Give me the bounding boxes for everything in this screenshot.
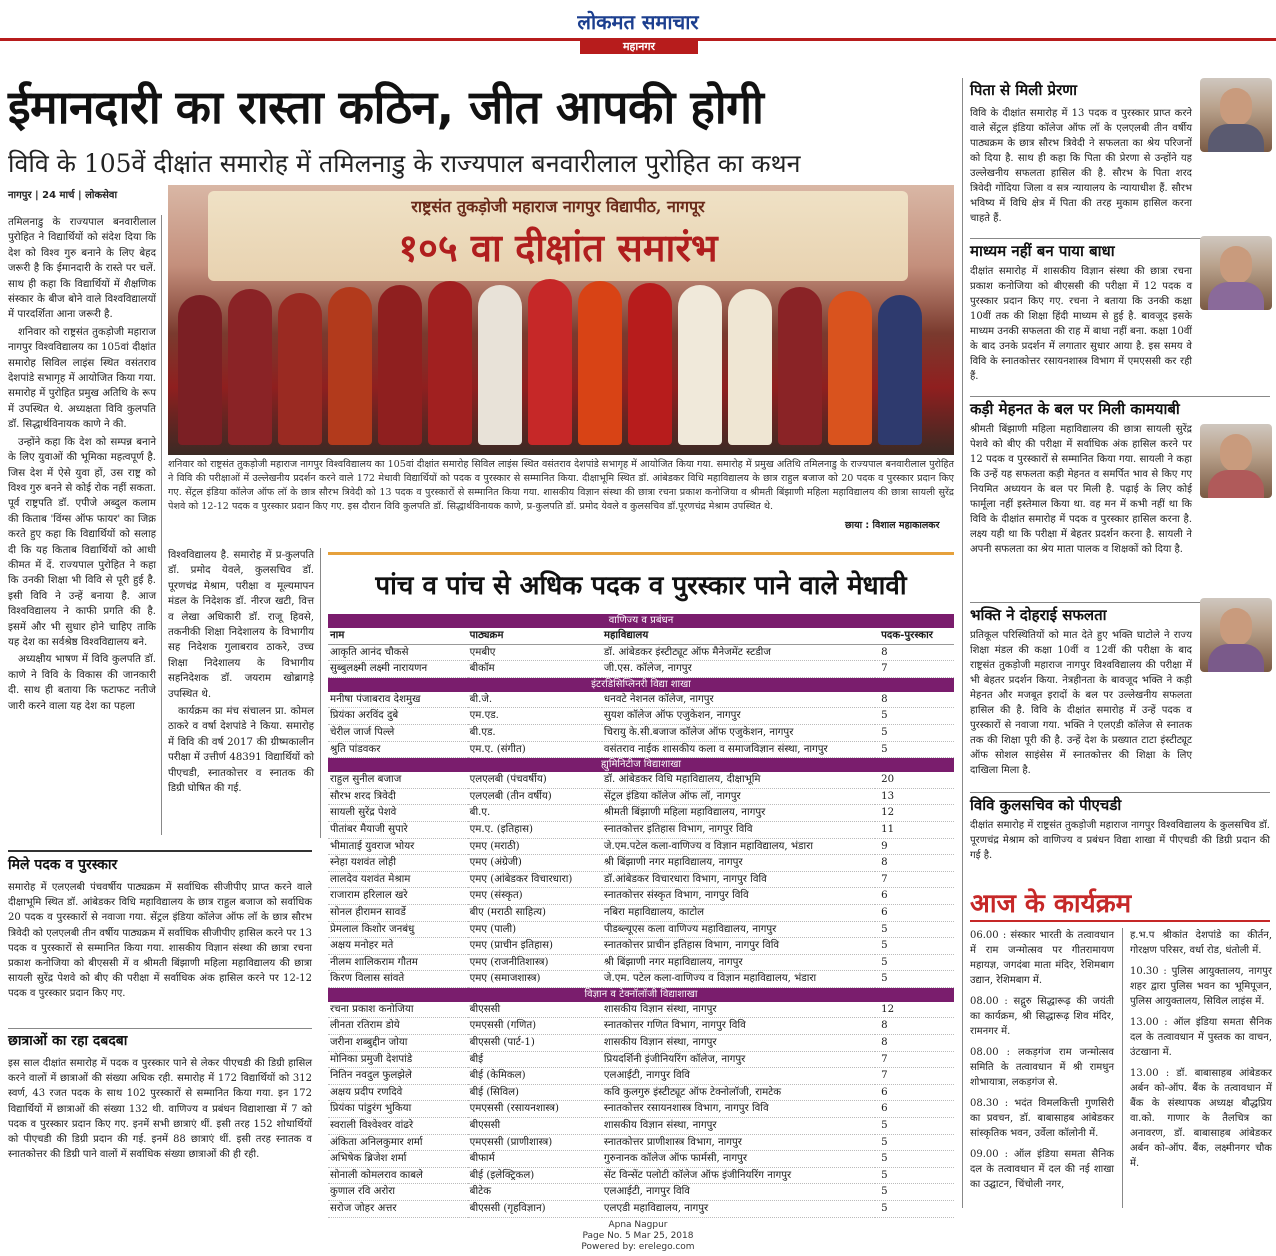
program-item: 09.00 : ऑल इंडिया समता सैनिक दल के तत्वावधान में दल की नई शाखा का उद्घाटन, चिंचोली नगर, xyxy=(970,1149,1114,1190)
medal-count: 8 xyxy=(875,692,954,708)
college: श्री बिंझाणी नगर महाविद्यालय, नागपुर xyxy=(602,954,875,971)
medal-count: 7 xyxy=(875,1068,954,1085)
programs-list-right xyxy=(1130,928,1272,1171)
student-name: अक्षय प्रदीप रणदिवे xyxy=(328,1084,468,1101)
medals-title: पांच व पांच से अधिक पदक व पुरस्कार पाने वाले मेधावी xyxy=(375,571,907,601)
student-name: लालदेव यशवंत मेश्राम xyxy=(328,871,468,888)
college: सुयश कॉलेज ऑफ एजुकेशन, नागपुर xyxy=(602,708,875,725)
medal-count: 13 xyxy=(875,788,954,805)
medal-count: 5 xyxy=(875,1167,954,1184)
masthead xyxy=(0,0,1276,52)
medal-count: 8 xyxy=(875,855,954,872)
student-name: सरोज जोहर अत्तर xyxy=(328,1201,468,1218)
medal-count: 5 xyxy=(875,724,954,741)
section-tab: महानगर xyxy=(580,40,698,54)
student-name: प्रियंका अरविंद दुबे xyxy=(328,708,468,725)
medal-count: 6 xyxy=(875,904,954,921)
dateline: नागपुर | 24 मार्च | लोकसेवा xyxy=(8,190,118,201)
medals-column-header: नाम xyxy=(328,628,468,644)
course: एमए (समाजशास्त्र) xyxy=(468,971,602,988)
dignitary-figure xyxy=(728,289,772,445)
dignitary-figure xyxy=(578,281,622,445)
program-item: 08.00 : लकड़गंज राम जन्मोत्सव समिति के तत्वावधान में श्री रामधुन शोभायात्रा, लकड़गंज से. xyxy=(970,1047,1114,1088)
program-item: 13.00 : ऑल इंडिया समता सैनिक दल के तत्वावधान में पुस्तक का वाचन, उंटखाना में. xyxy=(1130,1017,1272,1058)
program-item: 06.00 : संस्कार भारती के तत्वावधान में राम जन्मोत्सव पर गीतरामायण महायज्ञ, जगदंबा माता मंदिर, रेशिमबाग उद्यान, रेशिमबाग में. xyxy=(970,930,1114,986)
medal-count: 7 xyxy=(875,871,954,888)
medal-count: 5 xyxy=(875,954,954,971)
course: बीई (इलेक्ट्रिकल) xyxy=(468,1167,602,1184)
college: स्नातकोत्तर प्राणीशास्त्र विभाग, नागपुर xyxy=(602,1134,875,1151)
medal-count: 6 xyxy=(875,1084,954,1101)
table-row xyxy=(328,741,954,758)
programs-rule xyxy=(970,920,1270,922)
dignitary-figure xyxy=(778,287,822,445)
college: वसंतराव नाईक शासकीय कला व समाजविज्ञान संस्था, नागपुर xyxy=(602,741,875,758)
medals-column-header: पदक-पुरस्कार xyxy=(875,628,954,644)
course: बी.जे. xyxy=(468,692,602,708)
medal-count: 5 xyxy=(875,741,954,758)
medal-count: 5 xyxy=(875,938,954,955)
course: एमए (मराठी) xyxy=(468,838,602,855)
student-name: रचना प्रकाश कनोजिया xyxy=(328,1002,468,1018)
medal-count: 5 xyxy=(875,1151,954,1168)
table-row xyxy=(328,644,954,661)
program-item: 10.30 : पुलिस आयुक्तालय, नागपुर शहर द्वारा पुलिस भवन का भूमिपूजन, पुलिस आयुक्तालय, सिविल लाइंस में. xyxy=(1130,966,1272,1007)
medals-section-header xyxy=(328,677,954,692)
college: स्नातकोत्तर गणित विभाग, नागपुर विवि xyxy=(602,1018,875,1035)
student-name: मनीषा पंजाबराव देशमुख xyxy=(328,692,468,708)
course: एमए (आंबेडकर विचारधारा) xyxy=(468,871,602,888)
table-row xyxy=(328,661,954,678)
column-divider xyxy=(962,78,963,1208)
college: एलआईटी, नागपुर विवि xyxy=(602,1068,875,1085)
student-name: किरण विलास सांवते xyxy=(328,971,468,988)
college: शासकीय विज्ञान संस्था, नागपुर xyxy=(602,1118,875,1135)
article-paragraph: विश्वविद्यालय है. समारोह में प्र-कुलपति डॉ. प्रमोद येवले, कुलसचिव डॉ. पूरणचंद्र मेश्राम, परीक्षा व मूल्यमापन मंडल के निदेशक डॉ. नीरज खटी, वित्त व लेखा अधिकारी डॉ. राजू हिवसे, तकनीकी शिक्षा निदेशालय के विभागीय सह निदेशक गुलाबराव ठाकरे, उच्च शिक्षा निदेशालय के विभागीय सहनिदेशक डॉ. जयराम खोब्रागड़े उपस्थित थे. xyxy=(168,550,314,700)
story-text-father: विवि के दीक्षांत समारोह में 13 पदक व पुरस्कार प्राप्त करने वाले सेंट्रल इंडिया कॉलेज ऑफ लॉ के एलएलबी तीन वर्षीय पाठ्यक्रम के छात्र सौरभ त्रिवेदी ने सफलता का श्रेय परिजनों को दिया है. साथ ही कहा कि पिता की प्रेरणा से उन्होंने यह उल्लेखनीय सफलता हासिल की है. सौरभ के पिता शरद त्रिवेदी गोंदिया जिला व सत्र न्यायालय के न्यायाधीश हैं. सौरभ भविष्य में विधि क्षेत्र में पिता की तरह मुकाम हासिल करना चाहते हैं. xyxy=(970,108,1192,224)
student-name: नीलम शालिकराम गौतम xyxy=(328,954,468,971)
course: एलएलबी (तीन वर्षीय) xyxy=(468,788,602,805)
course: एमएससी (रसायनशास्त्र) xyxy=(468,1101,602,1118)
story-title-bhakti: भक्ति ने दोहराई सफलता xyxy=(970,602,1270,625)
table-row xyxy=(328,692,954,708)
story-text-medium: दीक्षांत समारोह में शासकीय विज्ञान संस्था की छात्रा रचना प्रकाश कनोजिया को बीएससी की परीक्षा में 12 पदक व पुरस्कार प्रदान किए गए. रचना ने बताया कि उनकी कक्षा 10वीं तक की शिक्षा हिंदी माध्यम से हुई है. बावजूद इसके माध्यम उनकी सफलता की राह में बाधा नहीं बना. कक्षा 10वीं के बाद उनके प्रदर्शन में लगातार सुधार आया है. इस समय वे विवि के स्नातकोत्तर रसायनशास्त्र विभाग में एमएससी कर रही हैं. xyxy=(970,266,1192,382)
article-paragraph: तमिलनाडु के राज्यपाल बनवारीलाल पुरोहित ने विद्यार्थियों को संदेश दिया कि देश को विश्व गुरु बनाने के लिए बेहद जरूरी है कि ईमानदारी के रास्ते पर चलें. साथ ही कहा कि विद्यार्थियों में शैक्षणिक संस्कार के बीज बोने वाले विश्वविद्यालयों में पारदर्शिता आना जरूरी है. xyxy=(8,217,156,321)
college: सेंट विन्सेंट पलोटी कॉलेज ऑफ इंजीनियरिंग नागपुर xyxy=(602,1167,875,1184)
table-row xyxy=(328,821,954,838)
table-row xyxy=(328,1002,954,1018)
college: धनवटे नेशनल कॉलेज, नागपुर xyxy=(602,692,875,708)
student-name: कुणाल रवि अरोरा xyxy=(328,1184,468,1201)
article-paragraph: कार्यक्रम का मंच संचालन प्रा. कोमल ठाकरे व वर्षा देशपांडे ने किया. समारोह में विवि की वर्ष 2017 की ग्रीष्मकालीन परीक्षा में उत्तीर्ण 48391 विद्यार्थियों को पीएचडी, स्नातकोत्तर व स्नातक की डिग्री घोषित की गई. xyxy=(168,706,314,795)
medal-count: 20 xyxy=(875,772,954,788)
program-item: 13.00 : डॉ. बाबासाहब आंबेडकर अर्बन को-ऑप. बैंक के तत्वावधान में बैंक के संस्थापक अध्यक्ष बौद्धप्रिय वा.को. गाणार के तैलचित्र का अनावरण, डॉ. बाबासाहब आंबेडकर अर्बन को-ऑप. बैंक, लक्ष्मीनगर चौक में. xyxy=(1130,1068,1272,1169)
story-title-medium: माध्यम नहीं बन पाया बाधा xyxy=(970,238,1270,261)
student-name: अंकिता अनिलकुमार शर्मा xyxy=(328,1134,468,1151)
table-row xyxy=(328,855,954,872)
table-row xyxy=(328,921,954,938)
student-name: लीनता रतिराम डोये xyxy=(328,1018,468,1035)
student-name: अक्षय मनोहर मते xyxy=(328,938,468,955)
college: कवि कुलगुरु इंस्टीट्यूट ऑफ टेक्नोलॉजी, रामटेक xyxy=(602,1084,875,1101)
course: बीटेक xyxy=(468,1184,602,1201)
medal-count: 6 xyxy=(875,888,954,905)
dignitary-figure xyxy=(278,293,322,445)
course: एलएलबी (पंचवर्षीय) xyxy=(468,772,602,788)
article-paragraph: अध्यक्षीय भाषण में विवि कुलपति डॉ. काणे ने विवि के विकास की जानकारी दी. साथ ही बताया कि फटाफट नतीजे जारी करने वाला यह देश का पहला xyxy=(8,654,156,712)
table-row xyxy=(328,1101,954,1118)
photo-stage-banner xyxy=(208,191,908,281)
table-row xyxy=(328,954,954,971)
student-name: मोनिका प्रमुजी देशपांडे xyxy=(328,1051,468,1068)
table-row xyxy=(328,1084,954,1101)
medal-count: 7 xyxy=(875,1051,954,1068)
newspaper-logo: लोकमत समाचार xyxy=(577,10,699,34)
college: स्नातकोत्तर संस्कृत विभाग, नागपुर विवि xyxy=(602,888,875,905)
college: डॉ.आंबेडकर विचारधारा विभाग, नागपुर विवि xyxy=(602,871,875,888)
course: एमए (अंग्रेजी) xyxy=(468,855,602,872)
medal-count: 8 xyxy=(875,1018,954,1035)
college: श्री बिंझाणी नगर महाविद्यालय, नागपुर xyxy=(602,855,875,872)
column-divider xyxy=(320,548,321,838)
table-row xyxy=(328,772,954,788)
dignitary-figure xyxy=(678,285,722,445)
portrait-rachna xyxy=(1200,236,1272,310)
college: डॉ. आंबेडकर विधि महाविद्यालय, दीक्षाभूमि xyxy=(602,772,875,788)
student-name: राहुल सुनील बजाज xyxy=(328,772,468,788)
course: बी.ए. xyxy=(468,805,602,822)
college: गुरुनानक कॉलेज ऑफ फार्मसी, नागपुर xyxy=(602,1151,875,1168)
course: बीएससी (पार्ट-1) xyxy=(468,1035,602,1052)
student-name: सौरभ शरद त्रिवेदी xyxy=(328,788,468,805)
medals-section-header xyxy=(328,987,954,1002)
college: नबिरा महाविद्यालय, काटोल xyxy=(602,904,875,921)
page-footer xyxy=(0,1220,1276,1253)
table-row xyxy=(328,971,954,988)
college: शासकीय विज्ञान संस्था, नागपुर xyxy=(602,1035,875,1052)
article-column-1 xyxy=(8,215,156,714)
box-text-girls: इस साल दीक्षांत समारोह में पदक व पुरस्कार पाने से लेकर पीएचडी की डिग्री हासिल करने वालों में छात्राओं की संख्या अधिक रही. समारोह में 172 विद्यार्थियों को 312 स्वर्ण, 43 रजत पदक के साथ 102 पुरस्कारों से सम्मानित किया गया. इन 172 विद्यार्थियों में छात्राओं की संख्या 132 थी. वाणिज्य व प्रबंधन विद्याशाखा में 7 को पदक व पुरस्कार प्रदान किए गए. इनमें सभी छात्राएं थीं. इसी तरह 152 शोधार्थियों को पीएचडी की डिग्री प्रदान की गई. इनमें 88 छात्राएं थीं. इसी तरह स्नातक व स्नातकोत्तर की डिग्री पाने वालों में सर्वाधिक संख्या छात्राओं की ही रही. xyxy=(8,1058,312,1161)
dignitary-figure xyxy=(478,285,522,445)
box-title-medals: मिले पदक व पुरस्कार xyxy=(8,850,312,874)
student-name: आकृति आनंद चौकसे xyxy=(328,644,468,661)
course: बीई (केमिकल) xyxy=(468,1068,602,1085)
table-row xyxy=(328,1068,954,1085)
medal-count: 6 xyxy=(875,1101,954,1118)
medal-count: 5 xyxy=(875,1184,954,1201)
footer-page-date: Page No. 5 Mar 25, 2018 xyxy=(582,1231,694,1241)
medals-top-rule xyxy=(328,552,954,555)
program-item: ह.भ.प श्रीकांत देशपांडे का कीर्तन, गोरक्षण परिसर, वर्धा रोड, धंतोली में. xyxy=(1130,930,1272,956)
course: एमए (पाली) xyxy=(468,921,602,938)
ceremony-photo xyxy=(168,185,954,455)
story-text-hardwork: श्रीमती बिंझाणी महिला महाविद्यालय की छात्रा सायली सुरेंद्र पेशवे को बीए की परीक्षा में सर्वाधिक अंक हासिल करने पर 12 पदक व पुरस्कारों से सम्मानित किया गया. सायली ने कहा कि उन्हें यह सफलता कड़ी मेहनत व समर्पित भाव से किए गए नियमित अध्ययन के बल पर मिली है. पढ़ाई के लिए कोई फार्मूला नहीं इस्तेमाल किया था. वह मन में कभी नहीं था कि विवि के दीक्षांत समारोह में पदक व पुरस्कार हासिल करना है. लक्ष्य यही था कि परीक्षा में बेहतर प्रदर्शन करना है. सायली ने अपनी सफलता का श्रेय माता पालक व शिक्षकों को दिया है. xyxy=(970,424,1192,555)
column-divider xyxy=(161,215,162,835)
student-name: चेरील जार्ज पिल्ले xyxy=(328,724,468,741)
course: बीफार्म xyxy=(468,1151,602,1168)
medal-count: 12 xyxy=(875,1002,954,1018)
medals-column-header: पाठ्यक्रम xyxy=(468,628,602,644)
student-name: जरीना शब्बुद्दीन जोया xyxy=(328,1035,468,1052)
student-name: सुब्बुलक्ष्मी लक्ष्मी नारायणन xyxy=(328,661,468,678)
story-title-hardwork: कड़ी मेहनत के बल पर मिली कामयाबी xyxy=(970,396,1270,419)
college: सेंट्रल इंडिया कॉलेज ऑफ लॉ, नागपुर xyxy=(602,788,875,805)
college: जी.एस. कॉलेज, नागपुर xyxy=(602,661,875,678)
college: जे.एम.पटेल कला-वाणिज्य व विज्ञान महाविद्यालय, भंडारा xyxy=(602,838,875,855)
student-name: स्नेहा यशवंत लोही xyxy=(328,855,468,872)
table-row xyxy=(328,1118,954,1135)
course: बी.एड. xyxy=(468,724,602,741)
course: एमए (प्राचीन इतिहास) xyxy=(468,938,602,955)
medal-count: 7 xyxy=(875,661,954,678)
table-row xyxy=(328,838,954,855)
medals-section-label: वाणिज्य व प्रबंधन xyxy=(328,614,954,628)
table-row xyxy=(328,1151,954,1168)
headline: ईमानदारी का रास्ता कठिन, जीत आपकी होगी xyxy=(8,80,764,134)
medal-count: 11 xyxy=(875,821,954,838)
story-text-bhakti: प्रतिकूल परिस्थितियों को मात देते हुए भक्ति घाटोले ने राज्य शिक्षा मंडल की कक्षा 10वीं व 12वीं की परीक्षा के बाद राष्ट्रसंत तुकड़ोजी महाराज नागपुर विश्वविद्यालय की परीक्षा में भी बेहतर प्रदर्शन किया. नेत्रहीनता के बावजूद भक्ति ने कड़ी मेहनत और मजबूत इरादों के बल पर उल्लेखनीय सफलता हासिल की है. विवि के दीक्षांत समारोह में उन्हें पदक व पुरस्कारों से नवाजा गया. भक्ति ने एलएडी कॉलेज से स्नातक तक की शिक्षा पूरी की है. उन्हें देश के प्रख्यात टाटा इंस्टीट्यूट ऑफ सोशल साइंसेस में स्नातकोत्तर की शिक्षा के लिए दाखिला मिला है. xyxy=(970,630,1192,776)
dignitary-figure xyxy=(178,295,222,445)
medals-column-header: महाविद्यालय xyxy=(602,628,875,644)
student-name: भीमाताई युवराज भोयर xyxy=(328,838,468,855)
article-paragraph: उन्होंने कहा कि देश को सम्पन्न बनाने के लिए युवाओं की भूमिका महत्वपूर्ण है. जिस देश में ऐसे युवा हों, उस राष्ट्र को विश्व गुरु बनने से कोई रोक नहीं सकता. पूर्व राष्ट्रपति डॉ. एपीजे अब्दुल कलाम की किताब 'विंग्स ऑफ फायर' का जिक्र करते हुए कहा कि विद्यार्थियों को सलाह दी कि यह किताब विद्यार्थियों को आधी कीमत में दें. राज्यपाल पुरोहित ने कहा कि उनकी शिक्षा भी विवि से पूरी हुई है. इसी विवि ने उन्हें बनाया है. आज विश्वविद्यालय ने काफी प्रगति की है. इसमें और भी सुधार होने चाहिए ताकि यह देश का सर्वश्रेष्ठ विश्वविद्यालय बने. xyxy=(8,436,156,648)
article-paragraph: शनिवार को राष्ट्रसंत तुकड़ोजी महाराज नागपुर विश्वविद्यालय का 105वां दीक्षांत समारोह सिविल लाइंस स्थित वसंतराव देशपांडे सभागृह में आयोजित किया गया. समारोह में पुरोहित प्रमुख अतिथि के रूप में उपस्थित थे. अध्यक्षता विवि कुलपति डॉ. सिद्धार्थविनायक काणे ने की. xyxy=(8,326,156,431)
college: शासकीय विज्ञान संस्था, नागपुर xyxy=(602,1002,875,1018)
college: स्नातकोत्तर प्राचीन इतिहास विभाग, नागपुर विवि xyxy=(602,938,875,955)
medal-count: 5 xyxy=(875,708,954,725)
course: एम.ए. (इतिहास) xyxy=(468,821,602,838)
table-row xyxy=(328,871,954,888)
medal-count: 8 xyxy=(875,1035,954,1052)
medal-count: 9 xyxy=(875,838,954,855)
dignitary-figure xyxy=(428,281,472,445)
table-row xyxy=(328,938,954,955)
table-row xyxy=(328,904,954,921)
student-name: प्रेमलाल किशोर जनबंधु xyxy=(328,921,468,938)
course: एमएससी (प्राणीशास्त्र) xyxy=(468,1134,602,1151)
college: प्रियदर्शिनी इंजीनियरिंग कॉलेज, नागपुर xyxy=(602,1051,875,1068)
table-row xyxy=(328,708,954,725)
portrait-bhakti xyxy=(1200,598,1272,672)
course: बीएससी (गृहविज्ञान) xyxy=(468,1201,602,1218)
story-title-father: पिता से मिली प्रेरणा xyxy=(970,81,1077,99)
program-item: 08.30 : भदंत विमलकित्ती गुणसिरी का प्रवचन, डॉ. बाबासाहब आंबेडकर सांस्कृतिक भवन, उर्वेला कॉलोनी में. xyxy=(970,1098,1114,1139)
course: एम.एड. xyxy=(468,708,602,725)
medal-count: 8 xyxy=(875,644,954,661)
table-row xyxy=(328,1018,954,1035)
student-name: सोनल हीरामन सावर्डे xyxy=(328,904,468,921)
medals-table xyxy=(328,614,954,1218)
student-name: सोनाली कोमलराव काबले xyxy=(328,1167,468,1184)
medal-count: 5 xyxy=(875,1134,954,1151)
college: एलआईटी, नागपुर विवि xyxy=(602,1184,875,1201)
course: एमए (राजनीतिशास्त्र) xyxy=(468,954,602,971)
photo-banner-university: राष्ट्रसंत तुकड़ोजी महाराज नागपुर विद्यापीठ, नागपूर xyxy=(411,197,705,216)
story-text-registrar: दीक्षांत समारोह में राष्ट्रसंत तुकड़ोजी महाराज नागपुर विश्वविद्यालय के कुलसचिव डॉ. पूरणचंद्र मेश्राम को वाणिज्य व प्रबंधन विद्या शाखा में पीएचडी की डिग्री प्रदान की गई है. xyxy=(970,820,1270,861)
table-row xyxy=(328,1201,954,1218)
subheadline: विवि के 105वें दीक्षांत समारोह में तमिलनाडु के राज्यपाल बनवारीलाल पुरोहित का कथन xyxy=(8,149,801,178)
photo-credit: छाया : विशाल महाकालकर xyxy=(845,520,940,531)
medals-section-header xyxy=(328,758,954,773)
course: बीकॉम xyxy=(468,661,602,678)
program-item: 08.00 : सद्गुरु सिद्धारूढ़ की जयंती का कार्यक्रम, श्री सिद्धारूढ़ शिव मंदिर, रामनगर में. xyxy=(970,996,1114,1037)
table-row xyxy=(328,724,954,741)
footer-edition: Apna Nagpur xyxy=(608,1220,668,1230)
student-name: सायली सुरेंद्र पेशवे xyxy=(328,805,468,822)
student-name: नितिन नवदुल फुलझेले xyxy=(328,1068,468,1085)
article-column-2 xyxy=(168,548,314,797)
course: बीई (सिविल) xyxy=(468,1084,602,1101)
table-row xyxy=(328,1035,954,1052)
dignitary-figure xyxy=(828,291,872,445)
table-row xyxy=(328,788,954,805)
course: बीएससी xyxy=(468,1118,602,1135)
dignitary-figure xyxy=(378,285,422,445)
course: एमए (संस्कृत) xyxy=(468,888,602,905)
medals-section-label: ह्युमिनिटीज विद्याशाखा xyxy=(328,758,954,773)
course: एम.ए. (संगीत) xyxy=(468,741,602,758)
course: एमबीए xyxy=(468,644,602,661)
programs-list-left xyxy=(970,928,1114,1192)
course: बीए (मराठी साहित्य) xyxy=(468,904,602,921)
course: बीएससी xyxy=(468,1002,602,1018)
medals-section-header xyxy=(328,614,954,628)
college: श्रीमती बिंझाणी महिला महाविद्यालय, नागपुर xyxy=(602,805,875,822)
college: चिरायु के.सी.बजाज कॉलेज ऑफ एजुकेशन, नागपुर xyxy=(602,724,875,741)
college: डॉ. आंबेडकर इंस्टीट्यूट ऑफ मैनेजमेंट स्टडीज xyxy=(602,644,875,661)
course: बीई xyxy=(468,1051,602,1068)
college: स्नातकोत्तर इतिहास विभाग, नागपुर विवि xyxy=(602,821,875,838)
medals-column-headers xyxy=(328,628,954,644)
medals-section-label: विज्ञान व टेक्नॉलॉजी विद्याशाखा xyxy=(328,987,954,1002)
dignitary-figure xyxy=(628,283,672,445)
table-row xyxy=(328,888,954,905)
dignitary-figure xyxy=(328,287,372,445)
student-name: प्रियंका पांडुरंग भुकिया xyxy=(328,1101,468,1118)
box-title-girls: छात्राओं का रहा दबदबा xyxy=(8,1028,312,1050)
table-row xyxy=(328,1051,954,1068)
photo-caption: शनिवार को राष्ट्रसंत तुकड़ोजी महाराज नागपुर विश्वविद्यालय का 105वां दीक्षांत समारोह सिविल लाइंस स्थित वसंतराव देशपांडे सभागृह में आयोजित किया गया. समारोह में प्रमुख अतिथि तमिलनाडु के राज्यपाल बनवारीलाल पुरोहित ने विवि की परीक्षाओं में उल्लेखनीय प्रदर्शन करने वाले 172 मेधावी विद्यार्थियों को पदक व पुरस्कार से सम्मानित किया. दीक्षाभूमि स्थित डॉ. आंबेडकर विधि महाविद्यालय के छात्र राहुल बजाज को 20 पदक व पुरस्कार प्रदान किए गए. सेंट्रल इंडिया कॉलेज ऑफ लॉ के छात्र सौरभ त्रिवेदी को 13 पदक व पुरस्कारों से सम्मानित किया गया. शासकीय विज्ञान संस्था की छात्रा रचना प्रकाश कनोजिया व श्रीमती बिंझाणी महिला महाविद्यालय की छात्रा सायली सुरेंद्र पेशवे को 12-12 पदक व पुरस्कार प्रदान किए गए. इस दौरान विवि कुलपति डॉ. सिद्धार्थविनायक काणे, प्र-कुलपति डॉ. प्रमोद येवले व कुलसचिव डॉ.पूरणचंद्र मेश्राम उपस्थित थे. xyxy=(168,459,954,512)
student-name: पीतांबर मैयाजी सुपारे xyxy=(328,821,468,838)
student-name: अभिषेक ब्रिजेश शर्मा xyxy=(328,1151,468,1168)
programs-title: आज के कार्यक्रम xyxy=(970,889,1132,919)
box-text-medals: समारोह में एलएलबी पंचवर्षीय पाठ्यक्रम में सर्वाधिक सीजीपीए प्राप्त करने वाले दीक्षाभूमि स्थित डॉ. आंबेडकर विधि महाविद्यालय के छात्र राहुल बजाज को सर्वाधिक 20 पदक व पुरस्कारों से नवाजा गया. सेंट्रल इंडिया कॉलेज ऑफ लॉ के छात्र सौरभ त्रिवेदी को एलएलबी तीन वर्षीय पाठ्यक्रम में सर्वाधिक सीजीपीए हासिल करने पर 13 पदक व पुरस्कारों से सम्मानित किया गया. शासकीय विज्ञान संस्था की छात्रा रचना प्रकाश कनोजिया को बीएससी में व श्रीमती बिंझाणी महिला महाविद्यालय की छात्रा सायली सुरेंद्र पेशवे को बीए की परीक्षा में सर्वाधिक अंक हासिल करने पर 12-12 पदक व पुरस्कार प्रदान किए गए. xyxy=(8,882,313,1000)
dignitary-figure xyxy=(878,295,922,445)
dignitary-figure xyxy=(228,289,272,445)
medal-count: 5 xyxy=(875,1201,954,1218)
college: पीडब्ल्यूएस कला वाणिज्य महाविद्यालय, नागपुर xyxy=(602,921,875,938)
student-name: श्रुति पांडवकर xyxy=(328,741,468,758)
student-name: राजाराम हरिलाल खरे xyxy=(328,888,468,905)
table-row xyxy=(328,1184,954,1201)
college: स्नातकोत्तर रसायनशास्त्र विभाग, नागपुर विवि xyxy=(602,1101,875,1118)
table-row xyxy=(328,1134,954,1151)
column-divider xyxy=(1122,928,1123,1208)
medal-count: 5 xyxy=(875,921,954,938)
college: जे.एम. पटेल कला-वाणिज्य व विज्ञान महाविद्यालय, भंडारा xyxy=(602,971,875,988)
medal-count: 12 xyxy=(875,805,954,822)
course: एमएससी (गणित) xyxy=(468,1018,602,1035)
college: एलएडी महाविद्यालय, नागपुर xyxy=(602,1201,875,1218)
medals-section-label: इंटरडिसिप्लिनरी विद्या शाखा xyxy=(328,677,954,692)
portrait-saurabh xyxy=(1200,78,1272,152)
footer-powered-by: Powered by: erelego.com xyxy=(581,1242,695,1252)
medal-count: 5 xyxy=(875,1118,954,1135)
portrait-sayali xyxy=(1200,424,1272,498)
student-name: स्वराली विश्वेश्वर वांढरे xyxy=(328,1118,468,1135)
story-title-registrar: विवि कुलसचिव को पीएचडी xyxy=(970,792,1270,815)
dignitary-figure xyxy=(528,279,572,445)
table-row xyxy=(328,805,954,822)
photo-banner-title: १०५ वा दीक्षांत समारंभ xyxy=(398,225,718,270)
table-row xyxy=(328,1167,954,1184)
medal-count: 5 xyxy=(875,971,954,988)
